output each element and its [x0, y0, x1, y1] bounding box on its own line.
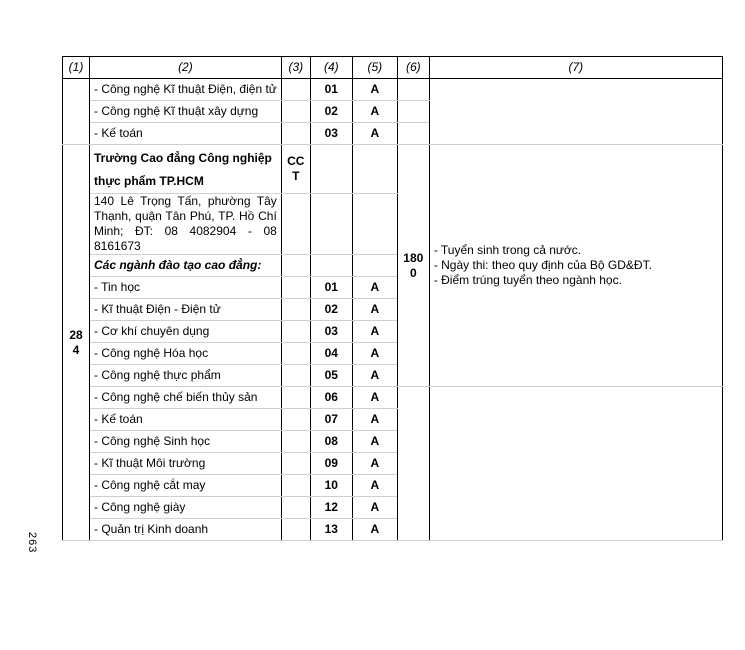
major-name: - Tin học	[90, 277, 282, 299]
major-code: 13	[310, 519, 352, 541]
header-col-2: (2)	[90, 57, 282, 79]
major-code: 06	[310, 387, 352, 409]
exam-group: A	[352, 123, 397, 145]
exam-group: A	[352, 321, 397, 343]
school-symbol-line2: T	[292, 169, 300, 183]
school-quota-line1: 180	[403, 250, 424, 265]
page-number: 263	[26, 532, 38, 554]
major-code: 05	[310, 365, 352, 387]
note-item: - Điểm trúng tuyển theo ngành học.	[433, 273, 622, 287]
school-quota-line2: 0	[409, 265, 417, 280]
school-name-line1: Trường Cao đẳng Công nghiệp	[94, 151, 272, 165]
symbol-cell-empty	[281, 519, 310, 541]
school-notes	[429, 145, 722, 387]
symbol-cell-empty	[281, 497, 310, 519]
code-cell-empty	[310, 255, 352, 277]
major-code: 09	[310, 453, 352, 475]
symbol-cell-empty	[281, 299, 310, 321]
school-quota	[397, 145, 429, 387]
group-cell-empty	[352, 255, 397, 277]
major-name: - Công nghệ Hóa học	[90, 343, 282, 365]
header-col-3: (3)	[281, 57, 310, 79]
school-name-line2: thực phẩm TP.HCM	[94, 174, 204, 188]
major-code: 03	[310, 123, 352, 145]
symbol-cell-empty	[281, 321, 310, 343]
quota-cell-empty	[397, 101, 429, 123]
major-code: 04	[310, 343, 352, 365]
major-code: 03	[310, 321, 352, 343]
school-name	[90, 145, 282, 194]
school-stt	[63, 145, 90, 541]
admissions-table	[62, 56, 723, 541]
major-code: 02	[310, 299, 352, 321]
header-col-5: (5)	[352, 57, 397, 79]
symbol-cell-empty	[281, 453, 310, 475]
exam-group: A	[352, 409, 397, 431]
major-code: 12	[310, 497, 352, 519]
header-col-1: (1)	[63, 57, 90, 79]
symbol-cell-empty	[281, 409, 310, 431]
symbol-cell-empty	[281, 194, 310, 255]
code-cell-empty	[310, 145, 352, 194]
exam-group: A	[352, 431, 397, 453]
exam-group: A	[352, 343, 397, 365]
major-name: - Quản trị Kinh doanh	[90, 519, 282, 541]
major-code: 08	[310, 431, 352, 453]
section-title: Các ngành đào tạo cao đẳng:	[90, 255, 282, 277]
quota-cell-empty	[397, 387, 429, 541]
exam-group: A	[352, 519, 397, 541]
table-row	[63, 79, 723, 101]
major-name: - Công nghệ cắt may	[90, 475, 282, 497]
exam-group: A	[352, 79, 397, 101]
major-code: 10	[310, 475, 352, 497]
school-stt-line1: 28	[69, 327, 83, 342]
major-name: - Công nghệ Sinh học	[90, 431, 282, 453]
major-name: - Công nghệ chế biến thủy sản	[90, 387, 282, 409]
header-col-4: (4)	[310, 57, 352, 79]
symbol-cell-empty	[281, 123, 310, 145]
school-symbol-line1: CC	[287, 154, 305, 168]
major-name: - Cơ khí chuyên dụng	[90, 321, 282, 343]
school-symbol	[281, 145, 310, 194]
school-header-row	[63, 145, 723, 194]
major-name: - Công nghệ giày	[90, 497, 282, 519]
exam-group: A	[352, 497, 397, 519]
major-name: - Kĩ thuật Môi trường	[90, 453, 282, 475]
group-cell-empty	[352, 145, 397, 194]
symbol-cell-empty	[281, 255, 310, 277]
notes-cell-empty	[429, 79, 722, 145]
symbol-cell-empty	[281, 475, 310, 497]
school-stt-line2: 4	[72, 342, 80, 357]
major-code: 01	[310, 277, 352, 299]
symbol-cell-empty	[281, 101, 310, 123]
code-cell-empty	[310, 194, 352, 255]
exam-group: A	[352, 387, 397, 409]
symbol-cell-empty	[281, 387, 310, 409]
symbol-cell-empty	[281, 79, 310, 101]
exam-group: A	[352, 277, 397, 299]
note-item: - Tuyển sinh trong cả nước.	[433, 243, 582, 257]
major-code: 01	[310, 79, 352, 101]
symbol-cell-empty	[281, 343, 310, 365]
group-cell-empty	[352, 194, 397, 255]
exam-group: A	[352, 475, 397, 497]
major-code: 07	[310, 409, 352, 431]
major-name: - Kế toán	[90, 123, 282, 145]
header-col-6: (6)	[397, 57, 429, 79]
quota-cell-empty	[397, 123, 429, 145]
symbol-cell-empty	[281, 365, 310, 387]
major-name: - Kĩ thuật Điện - Điện tử	[90, 299, 282, 321]
school-address: 140 Lê Trọng Tấn, phường Tây Thạnh, quận Tân Phú, TP. Hồ Chí Minh; ĐT: 08 4082904 - 08 8161673	[90, 194, 282, 255]
major-code: 02	[310, 101, 352, 123]
note-item: - Ngày thi: theo quy định của Bộ GD&ĐT.	[433, 258, 652, 272]
header-col-7: (7)	[429, 57, 722, 79]
exam-group: A	[352, 299, 397, 321]
major-name: - Công nghệ Kĩ thuật xây dựng	[90, 101, 282, 123]
quota-cell-empty	[397, 79, 429, 101]
exam-group: A	[352, 101, 397, 123]
table-row	[63, 387, 723, 409]
symbol-cell-empty	[281, 277, 310, 299]
symbol-cell-empty	[281, 431, 310, 453]
exam-group: A	[352, 365, 397, 387]
stt-cell-empty	[63, 79, 90, 145]
notes-cell-empty	[429, 387, 722, 541]
major-name: - Công nghệ Kĩ thuật Điện, điện tử	[90, 79, 282, 101]
major-name: - Kế toán	[90, 409, 282, 431]
major-name: - Công nghệ thực phẩm	[90, 365, 282, 387]
header-row	[63, 57, 723, 79]
exam-group: A	[352, 453, 397, 475]
